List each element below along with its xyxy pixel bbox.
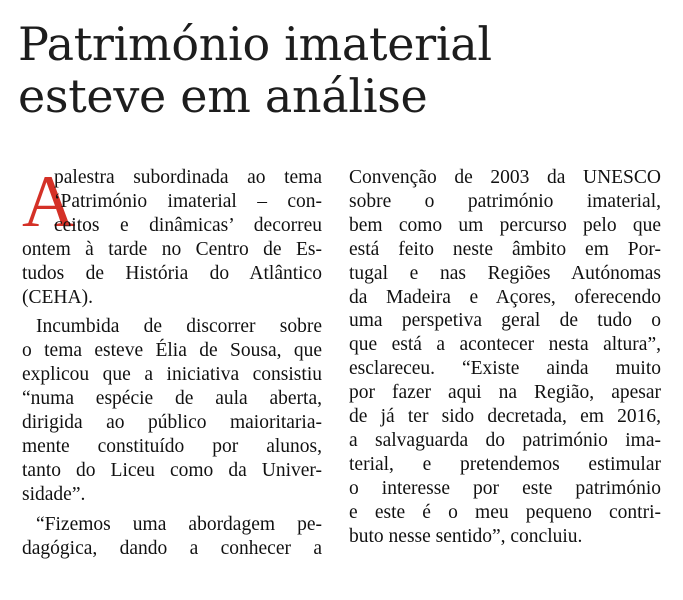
text-line: buto nesse sentido”, concluiu.: [349, 525, 583, 547]
text-line: a salvaguarda do património ima-: [349, 429, 661, 451]
text-line: que está a acontecer nesta altura”,: [349, 334, 661, 356]
text-line: ‘Património imaterial – con-: [54, 190, 322, 212]
text-line: “Fizemos uma abordagem pe-: [36, 513, 322, 535]
text-line: tudos de História do Atlântico: [22, 262, 322, 284]
text-line: o interesse por este património: [349, 477, 661, 499]
text-line: e este é o meu pequeno contri-: [349, 501, 661, 523]
text-line: está feito neste âmbito em Por-: [349, 238, 661, 260]
text-line: mente constituído por alunos,: [22, 435, 322, 457]
text-line: tanto do Liceu como da Univer-: [22, 459, 322, 481]
text-line: sobre o património imaterial,: [349, 190, 661, 212]
headline-line-1: Património imaterial: [18, 17, 492, 71]
text-line: o tema esteve Élia de Sousa, que: [22, 340, 322, 362]
text-line: por fazer aqui na Região, apesar: [349, 382, 661, 404]
text-line: sidade”.: [22, 483, 86, 505]
text-line: palestra subordinada ao tema: [54, 167, 322, 188]
article-column-right: [349, 166, 661, 549]
text-line: da Madeira e Açores, oferecendo: [349, 286, 661, 308]
article-column-left: [22, 161, 322, 561]
headline: [18, 18, 678, 122]
text-line: uma perspetiva geral de tudo o: [349, 310, 661, 332]
text-line: terial, e pretendemos estimular: [349, 453, 661, 475]
text-line: de já ter sido decretada, em 2016,: [349, 406, 661, 428]
text-line: ontem à tarde no Centro de Es-: [22, 238, 322, 260]
text-line: Incumbida de discorrer sobre: [36, 316, 322, 338]
text-line: esclareceu. “Existe ainda muito: [349, 358, 661, 380]
text-line: dagógica, dando a conhecer a: [22, 537, 322, 559]
text-line: ceitos e dinâmicas’ decorreu: [54, 214, 322, 236]
text-line: Convenção de 2003 da UNESCO: [349, 167, 661, 188]
text-line: “numa espécie de aula aberta,: [22, 388, 322, 410]
text-line: explicou que a iniciativa consistiu: [22, 364, 322, 386]
text-line: (CEHA).: [22, 286, 93, 308]
drop-cap-letter: A: [22, 161, 76, 243]
headline-line-2: esteve em análise: [18, 69, 428, 123]
text-line: tugal e nas Regiões Autónomas: [349, 262, 661, 284]
text-line: dirigida ao público maioritaria-: [22, 412, 322, 434]
text-line: bem como um percurso pelo que: [349, 214, 661, 236]
